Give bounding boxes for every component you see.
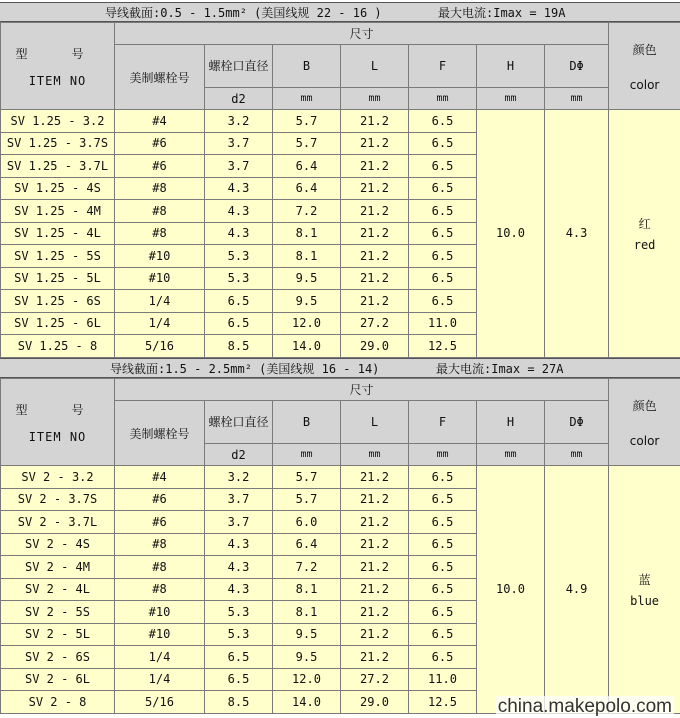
cell-d2: 4.3 — [205, 177, 273, 200]
cell-bolt-size: #10 — [115, 245, 205, 268]
cell-item-no: SV 2 - 4M — [1, 556, 115, 579]
cell-f: 6.5 — [409, 488, 477, 511]
cell-f: 11.0 — [409, 312, 477, 335]
unit-l: mm — [341, 444, 409, 466]
cell-d2: 3.7 — [205, 155, 273, 178]
cell-b: 9.5 — [273, 267, 341, 290]
cell-b: 7.2 — [273, 556, 341, 579]
cell-b: 12.0 — [273, 668, 341, 691]
cell-l: 21.2 — [341, 132, 409, 155]
cell-b: 9.5 — [273, 646, 341, 669]
cell-d2: 3.2 — [205, 466, 273, 489]
cell-d2: 4.3 — [205, 533, 273, 556]
cell-b: 14.0 — [273, 335, 341, 358]
cell-d2: 5.3 — [205, 245, 273, 268]
cell-l: 21.2 — [341, 155, 409, 178]
cell-b: 5.7 — [273, 488, 341, 511]
cell-f: 6.5 — [409, 556, 477, 579]
cell-b: 8.1 — [273, 578, 341, 601]
cell-d2: 3.2 — [205, 110, 273, 133]
header-item-no: ITEM NO — [28, 429, 87, 444]
cell-f: 6.5 — [409, 623, 477, 646]
cell-f: 6.5 — [409, 646, 477, 669]
section1-table — [0, 22, 680, 358]
cell-b: 6.0 — [273, 511, 341, 534]
cell-b: 7.2 — [273, 200, 341, 223]
cell-b: 9.5 — [273, 623, 341, 646]
header-l: L — [341, 45, 409, 88]
cell-l: 21.2 — [341, 466, 409, 489]
cell-d2: 3.7 — [205, 511, 273, 534]
header-b: B — [273, 45, 341, 88]
cell-bolt-size: #10 — [115, 601, 205, 624]
header-d: DΦ — [545, 45, 609, 88]
section2-banner — [0, 358, 680, 378]
cell-item-no: SV 1.25 - 5S — [1, 245, 115, 268]
cell-l: 21.2 — [341, 533, 409, 556]
cell-f: 12.5 — [409, 335, 477, 358]
header-color-en: color — [629, 433, 660, 448]
header-h: H — [477, 45, 545, 88]
section1-max-current: 最大电流:Imax = 19A — [438, 5, 566, 20]
cell-d2: 3.7 — [205, 488, 273, 511]
header-d2: 螺栓口直径 — [205, 45, 273, 88]
cell-h: 10.0 — [477, 466, 545, 714]
cell-item-no: SV 1.25 - 4M — [1, 200, 115, 223]
cell-item-no: SV 1.25 - 4L — [1, 222, 115, 245]
cell-l: 29.0 — [341, 691, 409, 714]
cell-item-no: SV 2 - 5L — [1, 623, 115, 646]
cell-f: 11.0 — [409, 668, 477, 691]
cell-f: 6.5 — [409, 177, 477, 200]
cell-b: 6.4 — [273, 533, 341, 556]
cell-bolt-size: 1/4 — [115, 290, 205, 313]
cell-b: 6.4 — [273, 177, 341, 200]
cell-bolt-size: #8 — [115, 556, 205, 579]
cell-bolt-size: #10 — [115, 267, 205, 290]
header-model — [1, 23, 115, 110]
cell-b: 12.0 — [273, 312, 341, 335]
unit-h: mm — [477, 444, 545, 466]
cell-item-no: SV 2 - 8 — [1, 691, 115, 714]
cell-f: 6.5 — [409, 533, 477, 556]
cell-bolt-size: #4 — [115, 110, 205, 133]
unit-d2: d2 — [205, 88, 273, 110]
cell-bolt-size: #6 — [115, 132, 205, 155]
header-size: 尺寸 — [115, 379, 609, 401]
cell-b: 8.1 — [273, 601, 341, 624]
cell-item-no: SV 1.25 - 3.7S — [1, 132, 115, 155]
cell-l: 21.2 — [341, 267, 409, 290]
cell-f: 6.5 — [409, 466, 477, 489]
section2-max-current: 最大电流:Imax = 27A — [436, 361, 564, 376]
cell-b: 5.7 — [273, 466, 341, 489]
cell-item-no: SV 2 - 6L — [1, 668, 115, 691]
cell-bolt-size: 1/4 — [115, 668, 205, 691]
cell-item-no: SV 1.25 - 6L — [1, 312, 115, 335]
cell-d: 4.9 — [545, 466, 609, 714]
table-row — [1, 110, 680, 133]
cell-f: 6.5 — [409, 155, 477, 178]
cell-l: 21.2 — [341, 290, 409, 313]
cell-item-no: SV 1.25 - 6S — [1, 290, 115, 313]
cell-f: 6.5 — [409, 578, 477, 601]
cell-b: 5.7 — [273, 132, 341, 155]
cell-h: 10.0 — [477, 110, 545, 358]
cell-b: 5.7 — [273, 110, 341, 133]
header-model-cn: 型 号 — [15, 46, 100, 61]
cell-bolt-size: #8 — [115, 578, 205, 601]
cell-bolt-size: #10 — [115, 623, 205, 646]
cell-item-no: SV 1.25 - 5L — [1, 267, 115, 290]
cell-l: 21.2 — [341, 511, 409, 534]
cell-item-no: SV 2 - 3.7L — [1, 511, 115, 534]
cell-b: 8.1 — [273, 245, 341, 268]
cell-b: 6.4 — [273, 155, 341, 178]
cell-bolt-size: #6 — [115, 488, 205, 511]
cell-l: 21.2 — [341, 488, 409, 511]
cell-item-no: SV 2 - 6S — [1, 646, 115, 669]
cell-item-no: SV 2 - 4L — [1, 578, 115, 601]
cell-d2: 3.7 — [205, 132, 273, 155]
cell-l: 21.2 — [341, 578, 409, 601]
cell-d2: 8.5 — [205, 335, 273, 358]
cell-d2: 8.5 — [205, 691, 273, 714]
header-bolt: 美制螺栓号 — [115, 45, 205, 110]
cell-bolt-size: #4 — [115, 466, 205, 489]
cell-d: 4.3 — [545, 110, 609, 358]
cell-item-no: SV 1.25 - 3.7L — [1, 155, 115, 178]
cell-d2: 4.3 — [205, 222, 273, 245]
cell-l: 21.2 — [341, 245, 409, 268]
cell-l: 29.0 — [341, 335, 409, 358]
cell-bolt-size: #8 — [115, 200, 205, 223]
cell-f: 6.5 — [409, 267, 477, 290]
cell-d2: 5.3 — [205, 623, 273, 646]
cell-f: 6.5 — [409, 222, 477, 245]
header-b: B — [273, 401, 341, 444]
cell-f: 6.5 — [409, 511, 477, 534]
cell-d2: 4.3 — [205, 578, 273, 601]
header-color-en: color — [629, 77, 660, 92]
cell-f: 6.5 — [409, 200, 477, 223]
unit-f: mm — [409, 444, 477, 466]
cell-f: 6.5 — [409, 132, 477, 155]
cell-l: 27.2 — [341, 312, 409, 335]
header-item-no: ITEM NO — [28, 73, 87, 88]
cell-d2: 5.3 — [205, 267, 273, 290]
cell-item-no: SV 2 - 5S — [1, 601, 115, 624]
cell-bolt-size: 1/4 — [115, 646, 205, 669]
header-d2: 螺栓口直径 — [205, 401, 273, 444]
header-color-cn: 颜色 — [632, 398, 657, 413]
unit-d: mm — [545, 88, 609, 110]
cell-b: 14.0 — [273, 691, 341, 714]
header-bolt: 美制螺栓号 — [115, 401, 205, 466]
header-color — [609, 23, 680, 110]
cell-f: 12.5 — [409, 691, 477, 714]
unit-l: mm — [341, 88, 409, 110]
cell-bolt-size: 5/16 — [115, 335, 205, 358]
cell-item-no: SV 1.25 - 8 — [1, 335, 115, 358]
cell-l: 21.2 — [341, 601, 409, 624]
cell-bolt-size: #8 — [115, 222, 205, 245]
cell-item-no: SV 1.25 - 3.2 — [1, 110, 115, 133]
header-l: L — [341, 401, 409, 444]
cell-d2: 5.3 — [205, 601, 273, 624]
header-h: H — [477, 401, 545, 444]
header-color — [609, 379, 680, 466]
header-f: F — [409, 45, 477, 88]
cell-f: 6.5 — [409, 245, 477, 268]
cell-color — [609, 466, 680, 714]
header-f: F — [409, 401, 477, 444]
unit-h: mm — [477, 88, 545, 110]
unit-d2: d2 — [205, 444, 273, 466]
watermark-text: china.makepolo.com — [497, 696, 672, 717]
cell-l: 21.2 — [341, 556, 409, 579]
cell-item-no: SV 1.25 - 4S — [1, 177, 115, 200]
table-row — [1, 466, 680, 489]
color-cn: 红 — [638, 216, 651, 231]
cell-bolt-size: 1/4 — [115, 312, 205, 335]
cell-bolt-size: #6 — [115, 155, 205, 178]
cell-l: 21.2 — [341, 177, 409, 200]
color-en: blue — [630, 593, 660, 608]
section2-wire-range: 导线截面:1.5 - 2.5mm² (美国线规 16 - 14) — [110, 361, 380, 376]
section2-table — [0, 378, 680, 714]
cell-l: 21.2 — [341, 623, 409, 646]
unit-b: mm — [273, 444, 341, 466]
cell-item-no: SV 2 - 3.2 — [1, 466, 115, 489]
cell-b: 9.5 — [273, 290, 341, 313]
cell-l: 21.2 — [341, 222, 409, 245]
cell-l: 21.2 — [341, 646, 409, 669]
cell-d2: 4.3 — [205, 556, 273, 579]
cell-item-no: SV 2 - 4S — [1, 533, 115, 556]
cell-f: 6.5 — [409, 601, 477, 624]
cell-bolt-size: 5/16 — [115, 691, 205, 714]
unit-d: mm — [545, 444, 609, 466]
header-model — [1, 379, 115, 466]
color-en: red — [633, 237, 656, 252]
cell-d2: 6.5 — [205, 312, 273, 335]
cell-d2: 6.5 — [205, 290, 273, 313]
header-model-cn: 型 号 — [15, 402, 100, 417]
unit-b: mm — [273, 88, 341, 110]
cell-d2: 6.5 — [205, 646, 273, 669]
cell-bolt-size: #6 — [115, 511, 205, 534]
cell-bolt-size: #8 — [115, 177, 205, 200]
unit-f: mm — [409, 88, 477, 110]
section1-wire-range: 导线截面:0.5 - 1.5mm² (美国线规 22 - 16 ) — [105, 5, 382, 20]
cell-d2: 6.5 — [205, 668, 273, 691]
cell-l: 21.2 — [341, 110, 409, 133]
color-cn: 蓝 — [638, 572, 651, 587]
cell-f: 6.5 — [409, 110, 477, 133]
header-size: 尺寸 — [115, 23, 609, 45]
cell-d2: 4.3 — [205, 200, 273, 223]
cell-b: 8.1 — [273, 222, 341, 245]
cell-item-no: SV 2 - 3.7S — [1, 488, 115, 511]
cell-bolt-size: #8 — [115, 533, 205, 556]
cell-l: 21.2 — [341, 200, 409, 223]
header-color-cn: 颜色 — [632, 42, 657, 57]
cell-f: 6.5 — [409, 290, 477, 313]
header-d: DΦ — [545, 401, 609, 444]
cell-l: 27.2 — [341, 668, 409, 691]
cell-color — [609, 110, 680, 358]
section1-banner — [0, 2, 680, 22]
